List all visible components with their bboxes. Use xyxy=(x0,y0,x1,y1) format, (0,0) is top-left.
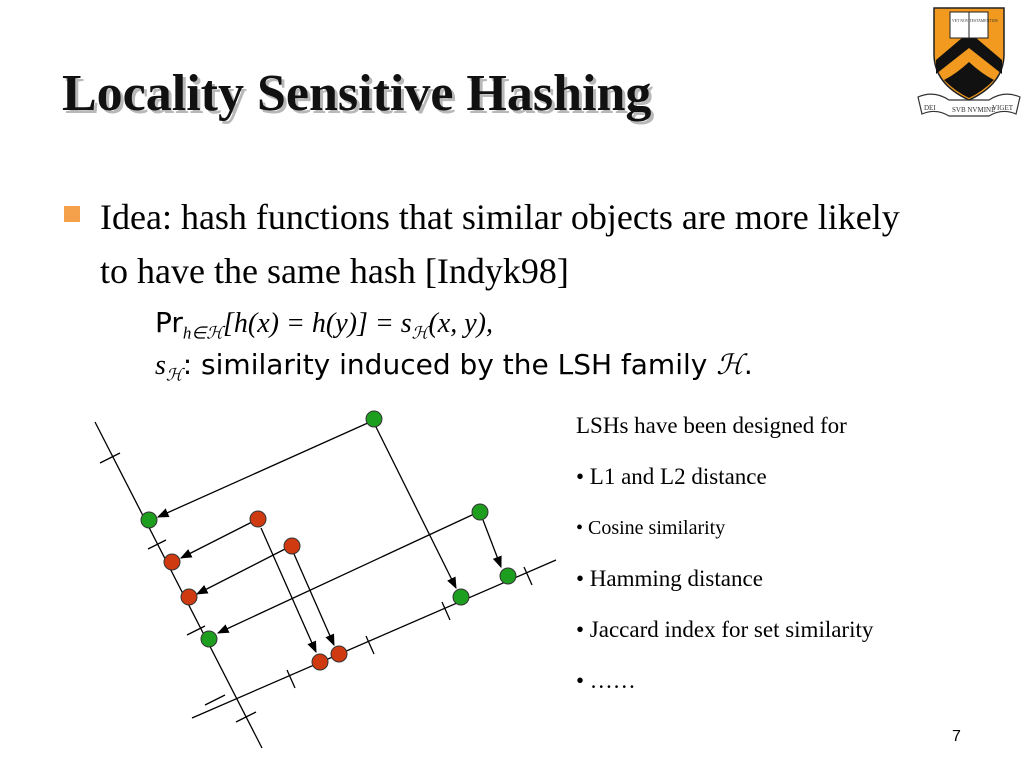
crest-motto-left: DEI xyxy=(924,104,936,112)
crest-motto-center: SVB NVMINE xyxy=(952,106,996,114)
formula-tail: (x, y), xyxy=(428,308,493,339)
arrow-red-2-right xyxy=(294,554,334,645)
list-item: • Cosine similarity xyxy=(576,517,726,539)
red-point xyxy=(250,511,266,527)
page-number: 7 xyxy=(952,728,961,745)
formula-pr: Pr xyxy=(155,306,183,339)
arrow-green-2-left xyxy=(218,515,472,633)
green-point xyxy=(500,568,516,584)
slide-title: Locality Sensitive Hashing xyxy=(62,65,652,122)
formula-s: s xyxy=(155,350,166,381)
green-point xyxy=(201,631,217,647)
arrow-red-1-left xyxy=(181,522,252,558)
formula-expression: [h(x) = h(y)] = s xyxy=(223,308,412,339)
list-item: • L1 and L2 distance xyxy=(576,464,767,489)
formula-pr-subscript: h∈ℋ xyxy=(182,323,224,343)
axis-ticks-line-1 xyxy=(100,453,256,722)
projection-line-2 xyxy=(192,560,556,718)
university-crest-icon xyxy=(914,2,1024,122)
list-item: • Jaccard index for set similarity xyxy=(576,617,874,642)
arrow-green-1-right xyxy=(376,427,456,588)
crest-motto-right: VIGET xyxy=(992,104,1013,112)
bullet-marker xyxy=(64,206,80,222)
formula-s-subscript: ℋ xyxy=(411,323,429,343)
red-point xyxy=(181,589,197,605)
arrow-green-2-right xyxy=(483,520,501,567)
green-point xyxy=(472,504,488,520)
red-point xyxy=(284,538,300,554)
bullet-text: Idea: hash functions that similar objects are more likely to have the same hash [Indyk98] xyxy=(100,197,900,291)
arrow-green-1-left xyxy=(158,422,370,517)
lsh-applications-list xyxy=(576,412,1016,718)
formula-s-subscript-2: ℋ xyxy=(165,365,183,385)
formula-line-1 xyxy=(155,306,493,344)
red-point xyxy=(312,654,328,670)
formula-end: . xyxy=(743,348,753,381)
projection-diagram xyxy=(0,400,570,768)
arrow-red-2-left xyxy=(197,548,287,594)
green-point xyxy=(366,411,382,427)
crest-book-text: VET NOV TESTAMENTUM xyxy=(952,19,998,23)
list-title: LSHs have been designed for xyxy=(576,413,847,438)
formula-line-2 xyxy=(155,348,753,386)
axis-ticks-line-2 xyxy=(287,567,532,688)
formula-family: ℋ xyxy=(716,350,744,381)
red-point xyxy=(331,646,347,662)
list-item: • Hamming distance xyxy=(576,566,763,591)
green-point xyxy=(141,512,157,528)
green-point xyxy=(453,589,469,605)
formula-description: : similarity induced by the LSH family xyxy=(182,348,717,381)
red-point xyxy=(164,554,180,570)
list-item: • …… xyxy=(576,668,636,693)
